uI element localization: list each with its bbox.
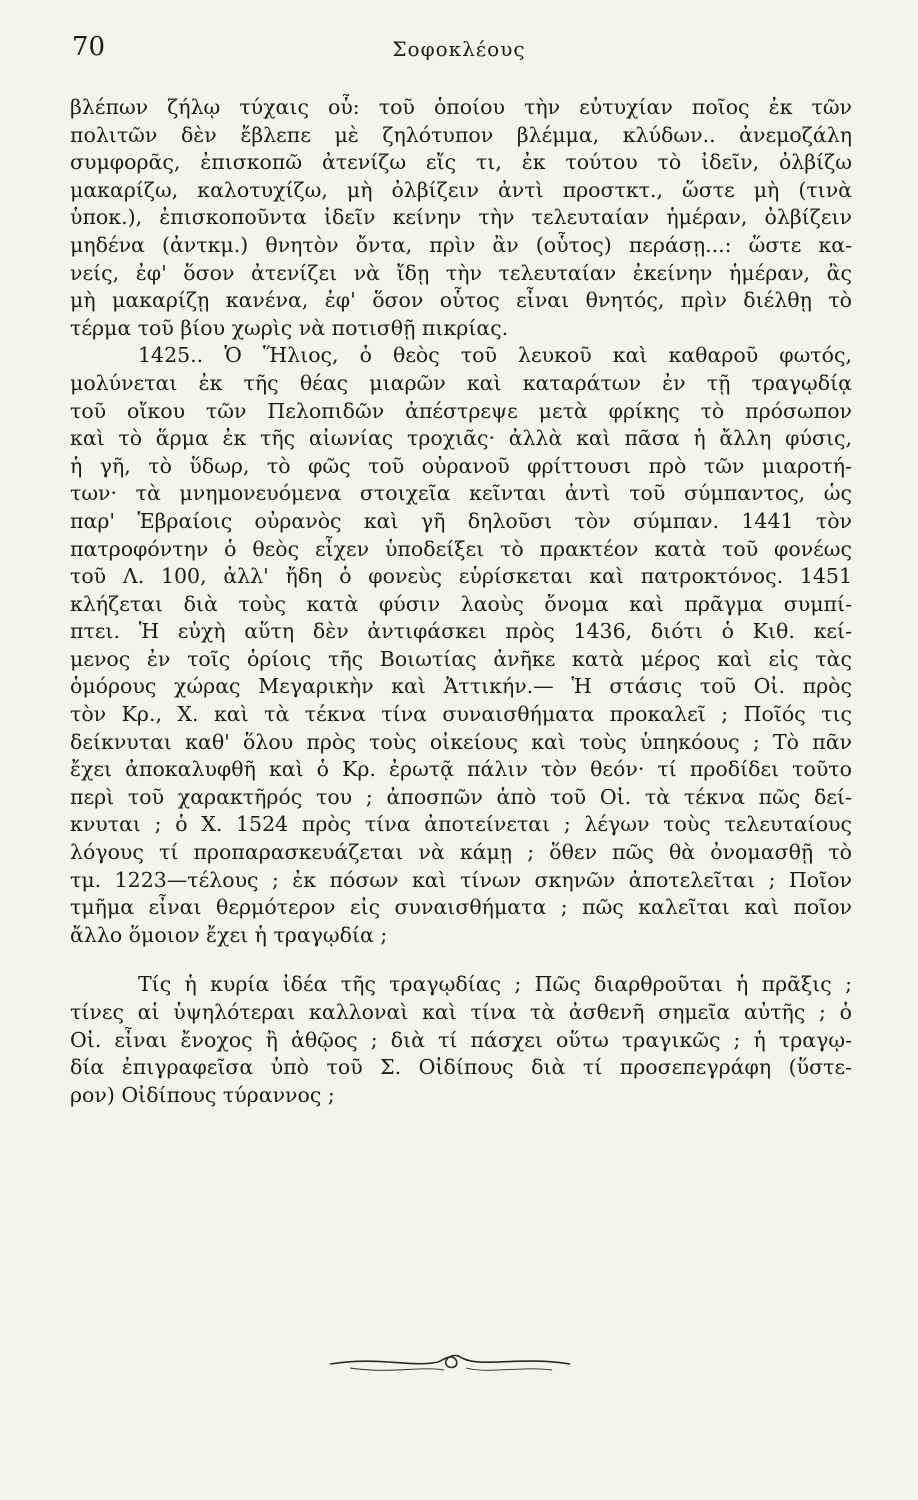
text-line: κλήζεται διὰ τοὺς κατὰ φύσιν λαοὺς ὄνομα καὶ πρᾶγμα συμπί- (70, 591, 852, 616)
text-line: ὑποκ.), ἐπισκοποῦντα ἰδεῖν κείνην τὴν τελευταίαν ἡμέραν, ὀλβίζειν (70, 205, 852, 230)
text-line: τοῦ Λ. 100, ἀλλ' ἤδη ὁ φονεὺς εὑρίσκεται καὶ πατροκτόνος. 1451 (70, 564, 852, 589)
paragraph-gap (70, 949, 852, 971)
text-line: συμφορᾶς, ἐπισκοπῶ ἀτενίζω εἴς τι, ἐκ τούτου τὸ ἰδεῖν, ὀλβίζω (70, 150, 852, 175)
text-line: βλέπων ζήλῳ τύχαις οὗ: τοῦ ὁποίου τὴν εὐτυχίαν ποῖος ἐκ τῶν (70, 95, 852, 119)
text-line: ὁμόρους χώρας Μεγαρικὴν καὶ Ἀττικήν.— Ἡ στάσις τοῦ Οἰ. πρὸς (70, 674, 852, 699)
text-line: ρον) Οἰδίπους τύραννος ; (70, 1082, 335, 1107)
page-number: 70 (72, 32, 106, 62)
page-header (70, 30, 848, 64)
text-line: τέρμα τοῦ βίου χωρὶς νὰ ποτισθῇ πικρίας. (70, 315, 509, 340)
text-line: μηδένα (ἀντκμ.) θνητὸν ὄντα, πρὶν ἂν (οὗτος) περάσῃ...: ὥστε κα- (70, 232, 852, 257)
text-line: λόγους τί προπαρασκευάζεται νὰ κάμῃ ; ὅθεν πῶς θὰ ὀνομασθῇ τὸ (70, 840, 852, 865)
text-line: μακαρίζω, καλοτυχίζω, μὴ ὀλβίζειν ἀντὶ προστκτ., ὥστε μὴ (τινὰ (70, 177, 852, 202)
text-line: των· τὰ μνημονευόμενα στοιχεῖα κεῖνται ἀντὶ τοῦ σύμπαντος, ὡς (70, 481, 852, 506)
text-line: τίνες αἱ ὑψηλότεραι καλλοναὶ καὶ τίνα τὰ ἀσθενῆ σημεῖα αὐτῆς ; ὁ (70, 1000, 852, 1024)
text-line: καὶ τὸ ἅρμα ἐκ τῆς αἰωνίας τροχιᾶς· ἀλλὰ καὶ πᾶσα ἡ ἄλλη φύσις, (70, 426, 852, 451)
text-line: μενος ἐν τοῖς ὁρίοις τῆς Βοιωτίας ἀνῆκε κατὰ μέρος καὶ εἰς τὰς (70, 646, 852, 671)
text-line: πτει. Ἡ εὐχὴ αὕτη δὲν ἀντιφάσκει πρὸς 1436, διότι ὁ Κιθ. κεί- (70, 619, 852, 644)
running-head: Σοφοκλέους (392, 37, 526, 61)
text-line: 1425.. Ὁ Ἥλιος, ὁ θεὸς τοῦ λευκοῦ καὶ καθαροῦ φωτός, (138, 343, 852, 368)
text-line: τοῦ οἴκου τῶν Πελοπιδῶν ἀπέστρεψε μετὰ φρίκης τὸ πρόσωπον (70, 398, 852, 423)
text-line: ἡ γῆ, τὸ ὕδωρ, τὸ φῶς τοῦ οὐρανοῦ φρίττουσι πρὸ τῶν μιαροτή- (70, 453, 852, 478)
text-line: πολιτῶν δὲν ἔβλεπε μὲ ζηλότυπον βλέμμα, κλύδων.. ἀνεμοζάλη (70, 122, 852, 147)
text-line: Οἰ. εἶναι ἔνοχος ἢ ἀθῷος ; διὰ τί πάσχει οὕτω τραγικῶς ; ἡ τραγῳ- (70, 1027, 852, 1052)
text-line: μὴ μακαρίζῃ κανένα, ἐφ' ὅσον οὗτος εἶναι θνητός, πρὶν διέλθῃ τὸ (70, 288, 852, 313)
text-line: δείκνυται καθ' ὅλου πρὸς τοὺς οἰκείους καὶ τοὺς ὑπηκόους ; Τὸ πᾶν (70, 729, 852, 754)
text-line: νείς, ἐφ' ὅσον ἀτενίζει νὰ ἴδῃ τὴν τελευταίαν ἐκείνην ἡμέραν, ἂς (70, 260, 852, 285)
text-line: δία ἐπιγραφεῖσα ὑπὸ τοῦ Σ. Οἰδίπους διὰ τί προσεπεγράφη (ὕστε- (70, 1055, 852, 1080)
text-line: τὸν Κρ., Χ. καὶ τὰ τέκνα τίνα συναισθήματα προκαλεῖ ; Ποῖός τις (70, 702, 852, 727)
text-line: Τίς ἡ κυρία ἰδέα τῆς τραγῳδίας ; Πῶς διαρθροῦται ἡ πρᾶξις ; (138, 972, 852, 997)
commentary-text (70, 94, 852, 1109)
text-line: πατροφόντην ὁ θεὸς εἶχεν ὑποδείξει τὸ πρακτέον κατὰ τοῦ φονέως (70, 536, 852, 561)
end-ornament (320, 1344, 580, 1380)
text-line: ἔχει ἀποκαλυφθῆ καὶ ὁ Κρ. ἐρωτᾷ πάλιν τὸν θεόν· τί προδίδει τοῦτο (70, 757, 852, 782)
text-line: ἄλλο ὅμοιον ἔχει ἡ τραγῳδία ; (70, 922, 388, 947)
text-line: περὶ τοῦ χαρακτῆρός του ; ἀποσπῶν ἀπὸ τοῦ Οἰ. τὰ τέκνα πῶς δεί- (70, 784, 852, 809)
text-line: τμ. 1223—τέλους ; ἐκ πόσων καὶ τίνων σκηνῶν ἀποτελεῖται ; Ποῖον (70, 867, 852, 892)
text-line: τμῆμα εἶναι θερμότερον εἰς συναισθήματα ; πῶς καλεῖται καὶ ποῖον (70, 895, 852, 920)
text-line: μολύνεται ἐκ τῆς θέας μιαρῶν καὶ καταράτων ἐν τῇ τραγῳδίᾳ (70, 370, 852, 395)
text-line: κνυται ; ὁ Χ. 1524 πρὸς τίνα ἀποτείνεται ; λέγων τοὺς τελευταίους (70, 812, 852, 837)
text-line: παρ' Ἑβραίοις οὐρανὸς καὶ γῆ δηλοῦσι τὸν σύμπαν. 1441 τὸν (70, 508, 852, 533)
